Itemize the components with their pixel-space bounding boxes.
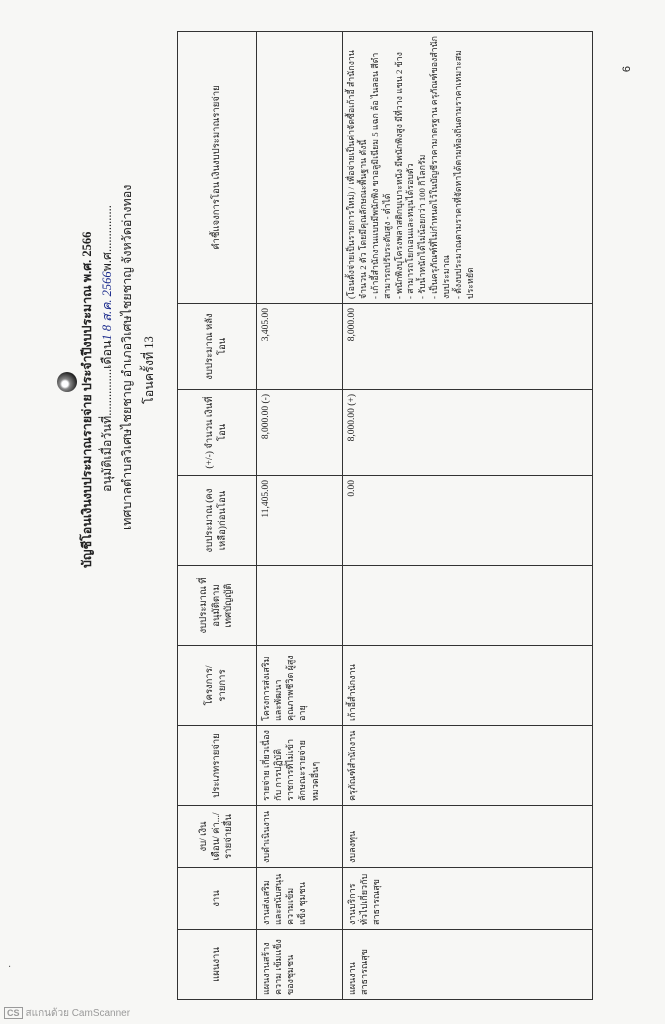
header-work: งาน (178, 868, 257, 930)
table-header-row (178, 32, 257, 1000)
header-project: โครงการ/ รายการ (178, 646, 257, 726)
approval-prefix: อนุมัติเมื่อวันที่...............เดือน (100, 340, 114, 492)
cell-expense-type: ครุภัณฑ์สำนักงาน (343, 726, 593, 806)
cell-before: 11,405.00 (257, 476, 343, 566)
approval-suffix: พ.ศ............... (100, 205, 114, 272)
cell-project: โครงการส่งเสริม และพัฒนา คุณภาพชีวิต ผู้สูงอายุ (257, 646, 343, 726)
cell-transfer: 8,000.00 (-) (257, 390, 343, 476)
header-transfer: (+/-) จำนวน เงินที่โอน (178, 390, 257, 476)
header-before: งบประมาณ (คงเหลือ)ก่อนโอน (178, 476, 257, 566)
approval-date-line (97, 30, 117, 1000)
document-title: บัญชีโอนเงินงบประมาณรายจ่าย ประจำปีงบประมาณ พ.ศ. 2566 (80, 231, 94, 568)
cell-before: 0.00 (343, 476, 593, 566)
header-approved: งบประมาณ ที่อนุมัติตาม เทศบัญญัติ (178, 566, 257, 646)
cell-work: งานบริการ ทั่วไปเกี่ยวกับ สาธารณสุข (343, 868, 593, 930)
table-row (343, 32, 593, 1000)
cell-after: 8,000.00 (343, 304, 593, 390)
garuda-emblem-icon (57, 372, 77, 392)
header-reason: คำชี้แจงการโอน เงินงบประมาณรายจ่าย (178, 32, 257, 304)
scan-mark: · (8, 962, 12, 973)
table-row (257, 32, 343, 1000)
page-number: 6 (621, 65, 634, 73)
cell-transfer: 8,000.00 (+) (343, 390, 593, 476)
cell-plan: แผนงานสาธารณสุข (343, 930, 593, 1000)
handwritten-date: 1 8 ส.ค. 2566 (100, 271, 114, 341)
cell-budget-type: งบดำเนินงาน (257, 806, 343, 868)
cell-project: เก้าอี้สำนักงาน (343, 646, 593, 726)
cell-after: 3,405.00 (257, 304, 343, 390)
header-budget-type: งบ/ เงินเดือน/ ค่า.../ รายจ่ายอื่น (178, 806, 257, 868)
cell-reason (257, 32, 343, 304)
header-expense-type: ประเภทรายจ่าย (178, 726, 257, 806)
watermark-text: สแกนด้วย CamScanner (25, 1008, 131, 1019)
cell-approved (343, 566, 593, 646)
cell-approved (257, 566, 343, 646)
budget-transfer-table (177, 31, 593, 1000)
cell-expense-type: รายจ่าย เกี่ยวเนื่องกับ การปฏิบัติ ราชการที่ไม่เข้า ลักษณะรายจ่าย หมวดอื่นๆ (257, 726, 343, 806)
header-after: งบประมาณ หลังโอน (178, 304, 257, 390)
header-plan: แผนงาน (178, 930, 257, 1000)
organization-line: เทศบาลตำบลวิเศษไชยชาญ อำเภอวิเศษไชยชาญ จังหวัดอ่างทอง (120, 184, 134, 530)
cell-work: งานส่งเสริม และสนับสนุน ความเข้มแข็ง ชุมชน (257, 868, 343, 930)
cell-reason: (โอนตั้งจ่ายเป็นรายการใหม่) / เพื่อจ่ายเป็นค่าจัดซื้อเก้าอี้ สำนักงาน จำนวน 2 ตัว โดยมีคุณลักษณะพื้นฐาน ดังนี้ - เก้าอี้สำนักงานแบบมีพนักพิง ขาอลูมิเนียม 5 แฉก ล้อ ไนลอน สีดำ สามารถปรับระดับสูง - ต่ำได้ - พนักพิงบุโครงพลาสติกบุเบาะหนัง มีพนักพิงสูง มีที่วาง แขน 2 ข้าง - สามารถโยกเอนและหมุนได้รอบตัว - รับน้ำหนักได้ไม่น้อยกว่า 100 กิโลกรัม - เป็นครุภัณฑ์ที่ไม่กำหนดไว้ในบัญชีราคามาตรฐาน ครุภัณฑ์ของสำนักงบประมาณ - ตั้งงบประมาณตามราคาที่จัดหาได้ตามท้องถิ่นตามราคาเหมาะสม ประหยัด (343, 32, 593, 304)
camscanner-watermark (4, 1006, 130, 1021)
camscanner-logo-icon: CS (4, 1007, 23, 1019)
document-header (55, 30, 175, 1000)
cell-budget-type: งบลงทุน (343, 806, 593, 868)
cell-plan: แผนงานสร้างความ เข้มแข็งของชุมชน (257, 930, 343, 1000)
rotated-document (55, 30, 595, 1000)
transfer-number: โอนครั้งที่ 13 (142, 336, 156, 404)
